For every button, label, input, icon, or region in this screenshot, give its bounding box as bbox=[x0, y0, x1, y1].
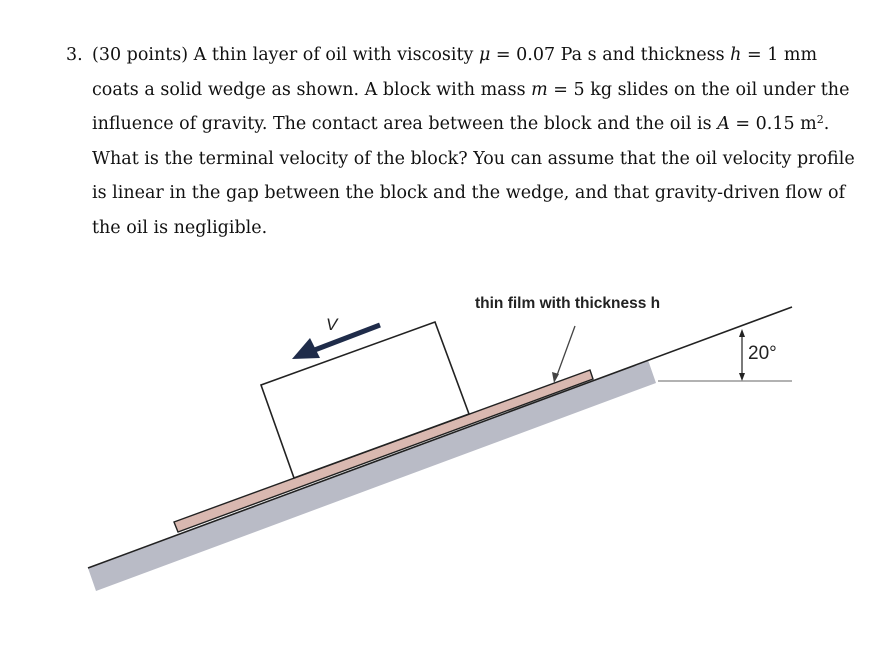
problem-line-4: What is the terminal velocity of the block? You can assume that the oil velocity profile bbox=[92, 148, 855, 169]
thickness-symbol: h bbox=[730, 45, 742, 65]
problem-text: = 5 kg slides on the oil under the bbox=[547, 79, 850, 100]
area-exponent: 2 bbox=[816, 113, 824, 127]
area-symbol: A bbox=[717, 114, 730, 135]
angle-arrowhead-bottom bbox=[739, 373, 745, 381]
problem-text: = 1 mm bbox=[741, 45, 818, 65]
problem-text: = 0.07 Pa s and thickness bbox=[490, 45, 731, 65]
film-label: thin film with thickness h bbox=[475, 295, 661, 312]
angle-label: 20° bbox=[748, 343, 777, 364]
mass-symbol: m bbox=[531, 79, 548, 100]
problem-text: (30 points) A thin layer of oil with viscosity bbox=[92, 45, 479, 65]
problem-line-6: the oil is negligible. bbox=[92, 217, 268, 238]
problem-text: . bbox=[823, 114, 830, 135]
problem-text: coats a solid wedge as shown. A block with mass bbox=[92, 79, 532, 100]
problem-text: = 0.15 m bbox=[729, 114, 817, 135]
problem-line-5: is linear in the gap between the block and the wedge, and that gravity-driven flow of bbox=[92, 183, 846, 204]
problem-number: 3. bbox=[66, 45, 83, 65]
velocity-label: V bbox=[326, 315, 338, 334]
angle-arrowhead-top bbox=[739, 329, 745, 337]
viscosity-symbol: μ bbox=[478, 45, 491, 65]
problem-text: influence of gravity. The contact area between the block and the oil is bbox=[92, 114, 718, 135]
film-leader-line bbox=[556, 326, 575, 378]
